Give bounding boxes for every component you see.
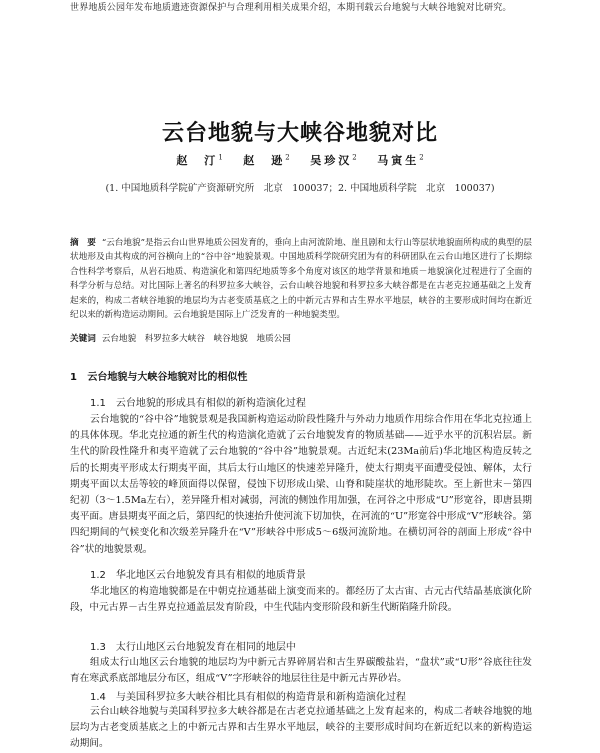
subsection-number: 1.3: [90, 642, 106, 653]
subsection-heading-1-1: [90, 394, 540, 409]
subsection-title: 与美国科罗拉多大峡谷相比具有相似的构造背景和新构造演化过程: [115, 692, 406, 703]
subsection-title: 云台地貌的形成具有相似的新构造演化过程: [115, 398, 306, 409]
subsection-heading-1-4: [90, 688, 540, 703]
author-name: 赵 汀: [176, 154, 219, 167]
subsection-title: 太行山地区云台地貌发育在相同的地层中: [115, 642, 296, 653]
subsection-number: 1.2: [90, 570, 106, 581]
subsection-heading-1-3: [90, 638, 540, 653]
abstract-text: “云台地貌”是指云台山世界地质公园发育的，垂向上由河流阶地、崖且剧和太行山等层状地貌面所构成的典型的层状地形及由其构成的河谷横向上的“谷中谷”地貌景观。中国地质科学院研究团为有的科研团队在云台山地区进行了长期综合性科学考察后，从岩石地质、构造演化和第四纪地质等多个角度对该区的地学背景和地质－地貌演化过程进行了全面的科学分析与总结。对比国际上著名的科罗拉多大峡谷，云台山峡谷地貌和科罗拉多大峡谷都是在古老克拉通基础之上发育起来的，构成二者峡谷地貌的地层均为古老变质基底之上的中新元古界和古生界水平地层，峡谷的主要形成时间均在新近纪以来的新构造运动期间。云台地貌是国际上广泛发育的一种地貌类型。: [70, 238, 532, 321]
author-affiliation-mark: 2: [419, 153, 424, 162]
previous-article-fragment: 世界地质公园年发布地质遗迹资源保护与合理利用相关成果介绍，本期刊载云台地貌与大峡谷地貌对比研究。: [70, 3, 512, 13]
keywords: [70, 332, 532, 346]
subsection-heading-1-2: [90, 566, 540, 581]
author-affiliation-mark: 2: [352, 153, 357, 162]
subsection-number: 1.1: [90, 398, 106, 409]
author-name: 马寅生: [377, 154, 420, 167]
abstract: [70, 236, 532, 322]
subsection-title: 华北地区云台地貌发育具有相似的地质背景: [115, 570, 306, 581]
author-name: 赵 逊: [243, 154, 286, 167]
section-number: 1: [70, 372, 77, 383]
author-name: 吴珍汉: [310, 154, 353, 167]
author-list: [0, 152, 600, 168]
affiliation-line: (1. 中国地质科学院矿产资源研究所 北京 100037；2. 中国地质科学院 北京 100037): [105, 183, 495, 194]
section-title: 云台地貌与大峡谷地貌对比的相似性: [87, 372, 248, 383]
author-affiliation-mark: 2: [285, 153, 290, 162]
body-paragraph: 云台山峡谷地貌与美国科罗拉多大峡谷都是在古老克拉通基础之上发育起来的，构成二者峡谷地貌的地层均为古老变质基底之上的中新元古界和古生界水平地层，峡谷的主要形成时间均在新近纪以来的新构造运动期间。: [70, 706, 532, 750]
paper-title: 云台地貌与大峡谷地貌对比: [161, 121, 438, 146]
body-paragraph: 组成太行山地区云台地貌的地层均为中新元古界碎屑岩和古生界碳酸盐岩，“盘状”或“U形”谷底往往发育在寒武系底部地层分布区，组成“V”字形峡谷的地层往往是中新元古界砂岩。: [70, 657, 532, 685]
subsection-number: 1.4: [90, 692, 106, 703]
body-paragraph: 云台地貌的“谷中谷”地貌景观是我国新构造运动阶段性隆升与外动力地质作用综合作用在华北克拉通上的具体体现。华北克拉通的新生代的构造演化造就了云台地貌发育的物质基础——近乎水平的沉积岩层。新生代的阶段性隆升和夷平造就了云台地貌的“谷中谷”地貌景观。古近纪末(23Ma前后)华北地区构造反转之后的长期夷平形成太行期夷平面，其后太行山地区的快速差异隆升，使太行期夷平面遭受侵蚀、解体，太行期夷平面以太岳等较的峰顶面得以保留，侵蚀下切形成山梁、山脊和陡崖状的地形陡坎。至上新世末－第四纪初（3～1.5Ma左右），差异隆升相对减弱，河流的侧蚀作用加强，在河谷之中形成“U”形宽谷，即唐县期夷平面。唐县期夷平面之后，第四纪的快速抬升使河流下切加快，在河流的“U”形宽谷中形成“V”形峡谷。第四纪期间的气候变化和次级差异隆升在“V”形峡谷中形成5～6级河流阶地。在横切河谷的剖面上形成“谷中谷”状的地貌景观。: [70, 414, 532, 555]
abstract-label: 摘 要: [70, 238, 96, 248]
section-heading-1: [70, 368, 540, 383]
body-paragraph: 华北地区的构造地貌都是在中朝克拉通基础上演变而来的。都经历了太古宙、古元古代结晶基底演化阶段，中元古界－古生界克拉通盖层发育阶段，中生代陆内变形阶段和新生代断陷隆升阶段。: [70, 586, 532, 614]
keywords-label: 关键词: [70, 334, 96, 344]
keywords-text: 云台地貌 科罗拉多大峡谷 峡谷地貌 地质公园: [101, 334, 291, 344]
author-affiliation-mark: 1: [218, 153, 223, 162]
